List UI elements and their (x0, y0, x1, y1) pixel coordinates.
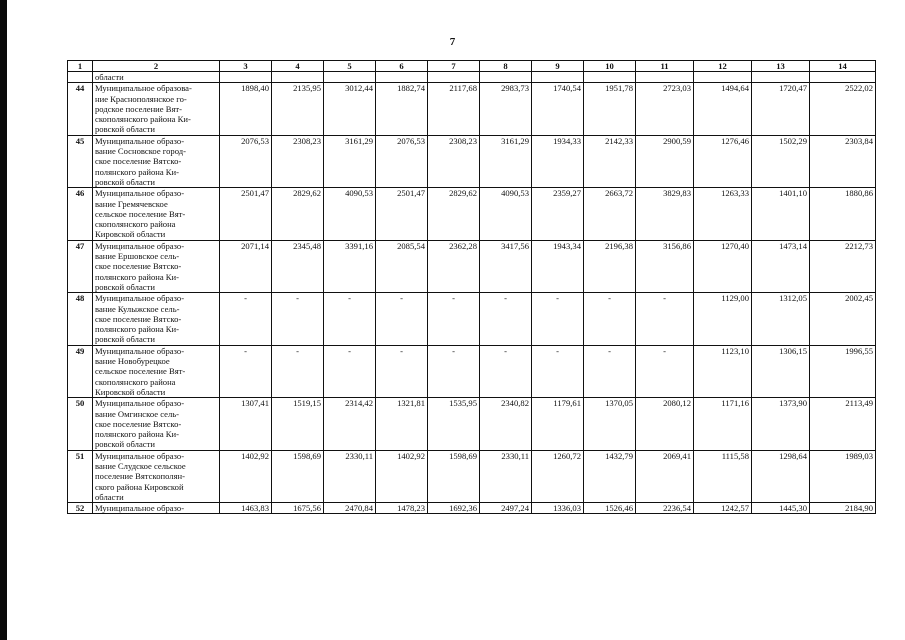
value-cell: 1445,30 (752, 503, 810, 514)
value-cell: - (220, 345, 272, 397)
municipality-name-line: ровской области (95, 281, 155, 292)
municipality-name-line: сельское поселение Вят- (95, 208, 186, 219)
municipality-name-line: Муниципальное образо- (95, 503, 185, 514)
value-cell: 1463,83 (220, 503, 272, 514)
value-cell: 2076,53 (376, 135, 428, 187)
table-row (68, 398, 876, 450)
column-number: 8 (480, 61, 532, 72)
value-cell: 2663,72 (584, 188, 636, 240)
value-cell: - (272, 293, 324, 345)
value-cell: 1598,69 (272, 450, 324, 502)
municipality-name-line: ровской области (95, 439, 155, 450)
continuation-text: области (93, 72, 220, 83)
value-cell: 1306,15 (752, 345, 810, 397)
column-number: 14 (810, 61, 876, 72)
value-cell: - (636, 345, 694, 397)
value-cell: 2359,27 (532, 188, 584, 240)
value-cell: - (324, 345, 376, 397)
value-cell: - (428, 293, 480, 345)
municipality-name-line: ровской области (95, 176, 155, 187)
value-cell: - (532, 293, 584, 345)
value-cell: - (584, 293, 636, 345)
column-number: 1 (68, 61, 93, 72)
value-cell: 3417,56 (480, 240, 532, 292)
value-cell: - (480, 345, 532, 397)
value-cell: 1692,36 (428, 503, 480, 514)
value-cell: 4090,53 (324, 188, 376, 240)
row-number: 52 (68, 503, 93, 514)
value-cell: 1260,72 (532, 450, 584, 502)
value-cell: 2142,33 (584, 135, 636, 187)
value-cell: 1115,58 (694, 450, 752, 502)
value-cell: - (636, 293, 694, 345)
value-cell: 2983,73 (480, 83, 532, 135)
value-cell: 2069,41 (636, 450, 694, 502)
value-cell: 2340,82 (480, 398, 532, 450)
value-cell: 1473,14 (752, 240, 810, 292)
municipality-name-line: скополянского района (95, 219, 176, 230)
value-cell: 2308,23 (272, 135, 324, 187)
table-row (68, 240, 876, 292)
value-cell: 1373,90 (752, 398, 810, 450)
municipality-name-line: Муниципальное образо- (95, 135, 185, 146)
row-number: 48 (68, 293, 93, 345)
municipality-name (93, 450, 220, 502)
continuation-row (68, 72, 876, 83)
value-cell: 2497,24 (480, 503, 532, 514)
value-cell: 3161,29 (324, 135, 376, 187)
value-cell: 1402,92 (376, 450, 428, 502)
municipality-name (93, 188, 220, 240)
value-cell: 2196,38 (584, 240, 636, 292)
value-cell: 2900,59 (636, 135, 694, 187)
value-cell: - (480, 293, 532, 345)
table-row (68, 188, 876, 240)
table-row (68, 503, 876, 514)
municipality-name-line: Муниципальное образо- (95, 345, 185, 356)
value-cell: 1989,03 (810, 450, 876, 502)
value-cell: 1129,00 (694, 293, 752, 345)
value-cell: 2501,47 (376, 188, 428, 240)
row-number: 50 (68, 398, 93, 450)
value-cell: 2303,84 (810, 135, 876, 187)
value-cell: 3156,86 (636, 240, 694, 292)
value-cell: 1171,16 (694, 398, 752, 450)
row-number: 49 (68, 345, 93, 397)
value-cell: 1370,05 (584, 398, 636, 450)
value-cell: 2236,54 (636, 503, 694, 514)
value-cell: 2135,95 (272, 83, 324, 135)
value-cell: 1312,05 (752, 293, 810, 345)
municipality-name-line: Кировской области (95, 229, 166, 240)
municipality-name-line: полянского района Ки- (95, 324, 179, 335)
tariff-table (67, 60, 876, 514)
municipality-name-line: полянского района Ки- (95, 429, 179, 440)
value-cell: 2113,49 (810, 398, 876, 450)
value-cell: 1276,46 (694, 135, 752, 187)
municipality-name-line: ровской области (95, 124, 155, 135)
municipality-name (93, 135, 220, 187)
municipality-name-line: вание Сосновское город- (95, 146, 186, 157)
value-cell: - (584, 345, 636, 397)
value-cell: 2071,14 (220, 240, 272, 292)
value-cell: 1882,74 (376, 83, 428, 135)
value-cell: 1943,34 (532, 240, 584, 292)
value-cell: 1502,29 (752, 135, 810, 187)
column-number: 13 (752, 61, 810, 72)
municipality-name (93, 345, 220, 397)
scan-edge-bar (0, 0, 7, 640)
value-cell: 1898,40 (220, 83, 272, 135)
municipality-name-line: скополянского района Ки- (95, 114, 191, 125)
municipality-name-line: Муниципальное образова- (95, 83, 192, 94)
municipality-name-line: Муниципальное образо- (95, 240, 185, 251)
value-cell: - (272, 345, 324, 397)
column-number: 5 (324, 61, 376, 72)
column-number: 4 (272, 61, 324, 72)
value-cell: 2314,42 (324, 398, 376, 450)
column-number: 10 (584, 61, 636, 72)
value-cell: 1336,03 (532, 503, 584, 514)
column-number: 6 (376, 61, 428, 72)
value-cell: 2212,73 (810, 240, 876, 292)
value-cell: 2829,62 (428, 188, 480, 240)
municipality-name-line: ское поселение Вятско- (95, 418, 182, 429)
value-cell: 1675,56 (272, 503, 324, 514)
table-row (68, 83, 876, 135)
value-cell: 2184,90 (810, 503, 876, 514)
municipality-name-line: родское поселение Вят- (95, 103, 183, 114)
value-cell: 2723,03 (636, 83, 694, 135)
municipality-name-line: вание Новобурецкое (95, 356, 170, 367)
page-number: 7 (449, 36, 456, 48)
municipality-name-line: Муниципальное образо- (95, 450, 185, 461)
municipality-name-line: ние Краснополянское го- (95, 93, 187, 104)
value-cell: 2522,02 (810, 83, 876, 135)
row-number: 45 (68, 135, 93, 187)
value-cell: 1179,61 (532, 398, 584, 450)
municipality-name-line: сельское поселение Вят- (95, 366, 186, 377)
municipality-name-line: Муниципальное образо- (95, 398, 185, 409)
table-row (68, 293, 876, 345)
municipality-name-line: вание Омгинское сель- (95, 408, 180, 419)
value-cell: 1519,15 (272, 398, 324, 450)
municipality-name-line: вание Слудское сельское (95, 460, 186, 471)
value-cell: 1720,47 (752, 83, 810, 135)
value-cell: 1321,81 (376, 398, 428, 450)
table-row (68, 450, 876, 502)
value-cell: 1478,23 (376, 503, 428, 514)
value-cell: 3012,44 (324, 83, 376, 135)
row-number: 47 (68, 240, 93, 292)
value-cell: 1242,57 (694, 503, 752, 514)
value-cell: 1598,69 (428, 450, 480, 502)
value-cell: 1402,92 (220, 450, 272, 502)
table-row (68, 345, 876, 397)
municipality-name-line: ское поселение Вятско- (95, 313, 182, 324)
value-cell: 1740,54 (532, 83, 584, 135)
column-number: 12 (694, 61, 752, 72)
value-cell: 1123,10 (694, 345, 752, 397)
column-number: 11 (636, 61, 694, 72)
municipality-name (93, 240, 220, 292)
municipality-name-line: Муниципальное образо- (95, 293, 185, 304)
value-cell: 3161,29 (480, 135, 532, 187)
value-cell: 1526,46 (584, 503, 636, 514)
value-cell: 1880,86 (810, 188, 876, 240)
value-cell: - (376, 293, 428, 345)
municipality-name-line: полянского района Ки- (95, 166, 179, 177)
value-cell: 3829,83 (636, 188, 694, 240)
value-cell: 2330,11 (324, 450, 376, 502)
municipality-name-line: Кировской области (95, 386, 166, 397)
municipality-name-line: поселение Вятскополян- (95, 471, 185, 482)
value-cell: - (220, 293, 272, 345)
value-cell: 2501,47 (220, 188, 272, 240)
value-cell: 1432,79 (584, 450, 636, 502)
value-cell: 2330,11 (480, 450, 532, 502)
municipality-name-line: скополянского района (95, 376, 176, 387)
municipality-name (93, 293, 220, 345)
column-number: 3 (220, 61, 272, 72)
row-number: 44 (68, 83, 93, 135)
column-number: 9 (532, 61, 584, 72)
municipality-name-line: Муниципальное образо- (95, 188, 185, 199)
municipality-name-line: вание Ершовское сель- (95, 251, 180, 262)
value-cell: 1934,33 (532, 135, 584, 187)
value-cell: 2117,68 (428, 83, 480, 135)
value-cell: 2345,48 (272, 240, 324, 292)
value-cell: 1996,55 (810, 345, 876, 397)
table-row (68, 135, 876, 187)
municipality-name-line: ского района Кировской (95, 481, 184, 492)
value-cell: - (376, 345, 428, 397)
municipality-name (93, 83, 220, 135)
municipality-name-line: вание Гремячевское (95, 198, 168, 209)
municipality-name-line: полянского района Ки- (95, 271, 179, 282)
value-cell: 2080,12 (636, 398, 694, 450)
municipality-name (93, 398, 220, 450)
value-cell: 2002,45 (810, 293, 876, 345)
value-cell: 1307,41 (220, 398, 272, 450)
value-cell: 3391,16 (324, 240, 376, 292)
municipality-name (93, 503, 220, 514)
municipality-name-line: ское поселение Вятско- (95, 156, 182, 167)
value-cell: 2085,54 (376, 240, 428, 292)
value-cell: - (324, 293, 376, 345)
municipality-name-line: ское поселение Вятско- (95, 261, 182, 272)
value-cell: - (428, 345, 480, 397)
row-number: 46 (68, 188, 93, 240)
value-cell: 2308,23 (428, 135, 480, 187)
municipality-name-line: вание Кулыжское сель- (95, 303, 180, 314)
row-number: 51 (68, 450, 93, 502)
value-cell: 1494,64 (694, 83, 752, 135)
column-number-row (68, 61, 876, 72)
value-cell: 2076,53 (220, 135, 272, 187)
municipality-name-line: области (95, 491, 124, 502)
value-cell: - (532, 345, 584, 397)
municipality-name-line: ровской области (95, 334, 155, 345)
value-cell: 2829,62 (272, 188, 324, 240)
value-cell: 2470,84 (324, 503, 376, 514)
value-cell: 4090,53 (480, 188, 532, 240)
value-cell: 1401,10 (752, 188, 810, 240)
value-cell: 1270,40 (694, 240, 752, 292)
value-cell: 1298,64 (752, 450, 810, 502)
value-cell: 1263,33 (694, 188, 752, 240)
column-number: 2 (93, 61, 220, 72)
value-cell: 2362,28 (428, 240, 480, 292)
value-cell: 1535,95 (428, 398, 480, 450)
column-number: 7 (428, 61, 480, 72)
value-cell: 1951,78 (584, 83, 636, 135)
